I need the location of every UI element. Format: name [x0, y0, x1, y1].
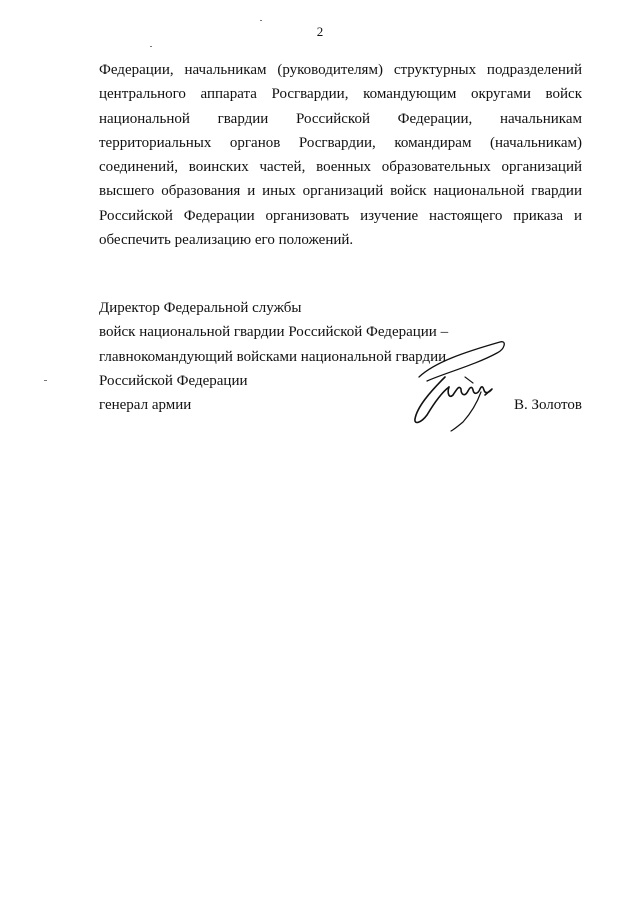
body-line: центрального аппарата Росгвардии, командующим округами войск [99, 86, 582, 103]
page-number: 2 [316, 24, 324, 39]
body-line: Федерации, начальникам (руководителям) структурных подразделений [99, 62, 582, 78]
body-line: Российской Федерации организовать изучение настоящего приказа и [99, 207, 582, 224]
signer-title-line: Директор Федеральной службы [99, 300, 302, 316]
signer-rank: генерал армии [99, 397, 192, 414]
scan-speck [150, 46, 152, 47]
signer-title-line: Российской Федерации [99, 372, 248, 389]
body-line: высшего образования и иных организаций войск национальной гвардии [99, 183, 582, 200]
body-line: территориальных органов Росгвардии, командирам (начальникам) [99, 134, 582, 151]
signer-title-line: главнокомандующий войсками национальной гвардии [99, 348, 447, 365]
signer-name: В. Золотов [513, 397, 582, 414]
signer-title-line: войск национальной гвардии Российской Федерации – [99, 324, 449, 341]
body-line: национальной гвардии Российской Федерации, начальникам [99, 110, 582, 127]
scan-speck [260, 20, 262, 21]
handwritten-signature [405, 337, 515, 432]
scan-speck [44, 380, 47, 381]
body-line: обеспечить реализацию его положений. [99, 232, 354, 249]
body-line: соединений, воинских частей, военных образовательных организаций [99, 159, 582, 176]
body-paragraph [99, 58, 582, 252]
